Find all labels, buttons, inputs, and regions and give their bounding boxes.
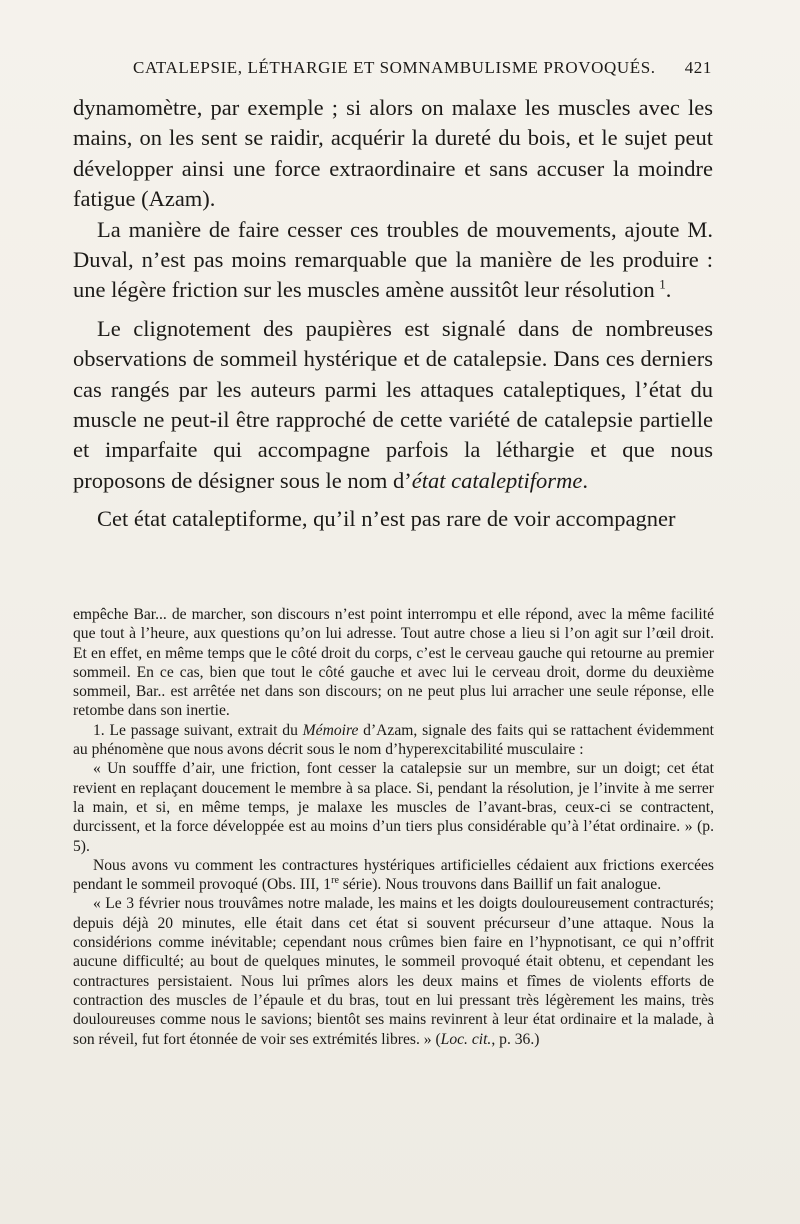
footnotes	[73, 605, 714, 1049]
paragraph-2-end: .	[665, 277, 672, 303]
footnote-contractures-end: série). Nous trouvons dans Baillif un fait analogue.	[338, 876, 662, 894]
footnote-azam-quote	[73, 759, 714, 855]
paragraph-3-end: .	[582, 467, 588, 493]
footnote-baillif-quote-text: « Le 3 février nous trouvâmes notre malade, les mains et les doigts douloureusement contracturés; depuis déjà 20 minutes, elle était dans cet état si souvent précurseur d’une attaque. Nous la considérions comme inévitable; cependant nous crûmes bien faire en l’hypnotisant, ce qui n’offrit aucune difficulté; au bout de quelques minutes, le sommeil provoqué était obtenu, et cependant les contractures persistaient. Nous lui prîmes alors les deux mains et fîmes de violents efforts de contraction des muscles de l’épaule et du bras, tout en lui pressant très légèrement les mains, très douloureuses comme nous le savions; bientôt ses mains revinrent à leur état ordinaire et la malade, à son réveil, fut fort étonnée de voir ses extrémités libres. » (	[73, 895, 714, 1048]
paragraph-2-text: La manière de faire cesser ces troubles de mouvements, ajoute M. Duval, n’est pas moins remarquable que la manière de les produire : une légère friction sur les muscles amène aussitôt leur résolution	[73, 216, 713, 303]
footnote-baillif-citation: Loc. cit.	[440, 1030, 492, 1048]
paragraph-continuation	[73, 93, 713, 215]
paragraph-3-italic-term: état cataleptiforme	[411, 467, 583, 493]
footnote-continuation	[73, 605, 714, 721]
paragraph-3-text: Le clignotement des paupières est signalé dans de nombreuses observations de sommeil hystérique et de catalepsie. Dans ces derniers cas rangés par les auteurs parmi les attaques cataleptiques, l’état du muscle ne peut-il être rapproché de cette variété de catalepsie partielle et imparfaite qui accompagne parfois la léthargie et que nous proposons de désigner sous le nom d’	[73, 315, 713, 493]
footnote-continuation-text: empêche Bar... de marcher, son discours n’est point interrompu et elle répond, avec la même facilité que tout à l’heure, aux questions qu’on lui adresse. Tout autre chose a lieu si l’on agit sur l’œil droit. Et en effet, en même temps que le côté droit du corps, c’est le cerveau gauche qui retourne au premier sommeil. En ce cas, bien que tout le côté gauche et avec lui le cerveau droit, dorme du deuxième sommeil, Bar.. est arrêtée net dans son discours; on ne peut plus lui arracher une seule réponse, elle retombe dans son inertie.	[73, 606, 714, 720]
footnote-baillif-end: , p. 36.)	[491, 1030, 540, 1048]
paragraph-duval	[73, 215, 713, 306]
footnote-contractures-superscript: re	[331, 874, 339, 886]
footnote-contractures-text: Nous avons vu comment les contractures hystériques artificielles cédaient aux frictions exercées pendant le sommeil provoqué (Obs. III, 1	[73, 856, 714, 894]
paragraph-1-text: dynamomètre, par exemple ; si alors on malaxe les muscles avec les mains, on les sent se raidir, acquérir la dureté du bois, et le sujet peut développer ainsi une force extraordinaire et sans accuser la moindre fatigue (Azam).	[73, 95, 713, 212]
page-number: 421	[684, 58, 712, 77]
footnote-1-end: d’Azam, signale des faits qui se rattachent évidemment au phénomène que nous avons décrit sous le nom d’hyperexcitabilité musculaire :	[73, 721, 714, 759]
footnote-contractures	[73, 856, 714, 895]
page-header	[73, 58, 712, 84]
footnote-1	[73, 721, 714, 760]
paragraph-clignotement	[73, 314, 713, 496]
footnote-azam-quote-text: « Un soufffe d’air, une friction, font cesser la catalepsie sur un membre, sur un doigt; cet état revient en replaçant doucement le membre à sa place. Si, pendant la résolution, je l’invite à me serrer la main, et si, en même temps, je malaxe les muscles de l’avant-bras, ceux-ci se contractent, durcissent, et la force développée est au moins d’un tiers plus considérable qu’à l’état ordinaire. » (p. 5).	[73, 760, 714, 855]
paragraph-4-text: Cet état cataleptiforme, qu’il n’est pas rare de voir accompagner	[97, 506, 676, 532]
main-text	[73, 93, 713, 535]
footnote-1-italic-title: Mémoire	[302, 721, 359, 739]
paragraph-cataleptiforme	[73, 504, 713, 534]
footnote-baillif-quote	[73, 894, 714, 1048]
running-head: CATALEPSIE, LÉTHARGIE ET SOMNAMBULISME PROVOQUÉS.	[133, 58, 656, 77]
footnote-1-text: 1. Le passage suivant, extrait du	[93, 721, 303, 739]
footnote-reference: 1	[659, 276, 666, 292]
